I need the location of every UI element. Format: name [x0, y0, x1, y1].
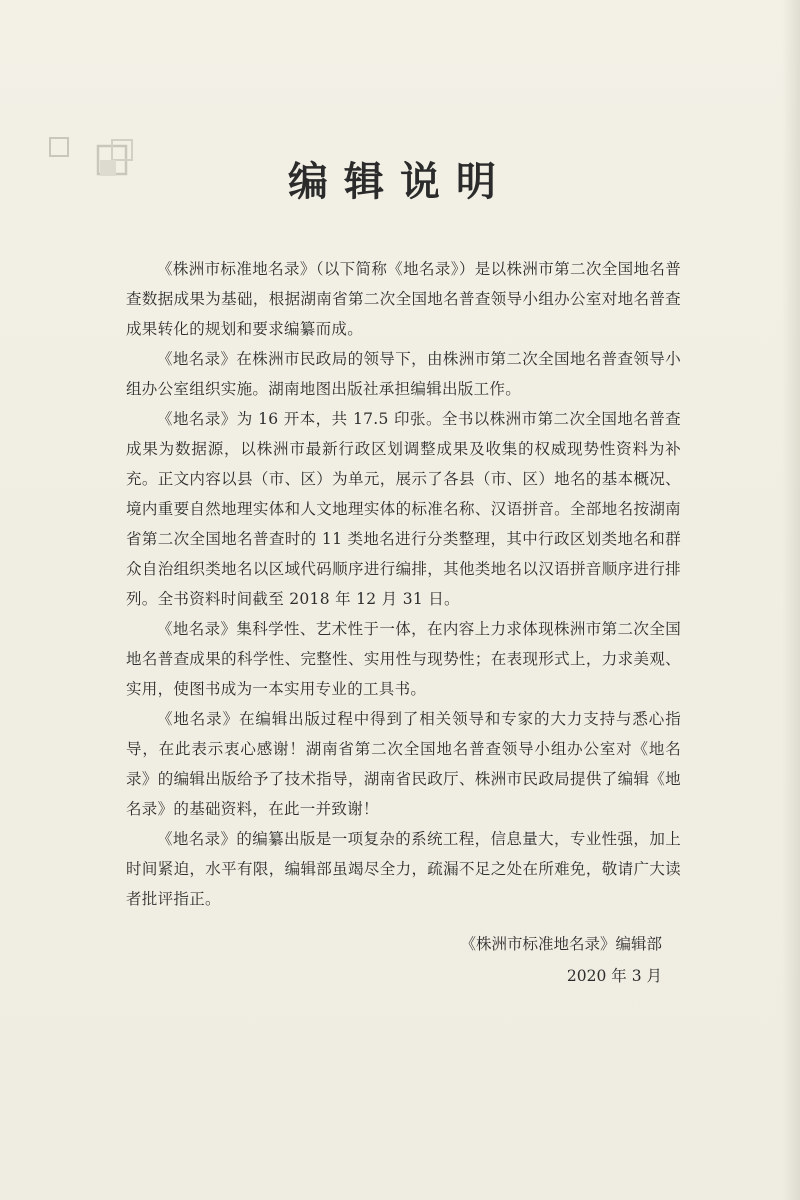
paragraph: 《地名录》在株洲市民政局的领导下，由株洲市第二次全国地名普查领导小组办公室组织实施。湖南地图出版社承担编辑出版工作。 — [126, 350, 681, 398]
signature-org: 《株洲市标准地名录》编辑部 — [460, 935, 662, 953]
signature-block — [460, 928, 662, 992]
paragraph: 《株洲市标准地名录》（以下简称《地名录》）是以株洲市第二次全国地名普查数据成果为基础，根据湖南省第二次全国地名普查领导小组办公室对地名普查成果转化的规划和要求编纂而成。 — [126, 260, 681, 338]
document-body — [126, 254, 681, 914]
paragraph: 《地名录》集科学性、艺术性于一体，在内容上力求体现株洲市第二次全国地名普查成果的科学性、完整性、实用性与现势性；在表现形式上，力求美观、实用，使图书成为一本实用专业的工具书。 — [126, 620, 681, 698]
page-title: 编辑说明 — [288, 158, 512, 205]
paragraph: 《地名录》为 16 开本，共 17.5 印张。全书以株洲市第二次全国地名普查成果为数据源，以株洲市最新行政区划调整成果及收集的权威现势性资料为补充。正文内容以县（市、区）为单元，展示了各县（市、区）地名的基本概况、境内重要自然地理实体和人文地理实体的标准名称、汉语拼音。全部地名按湖南省第二次全国地名普查时的 11 类地名进行分类整理，其中行政区划类地名和群众自治组织类地名以区域代码顺序进行编排，其他类地名以汉语拼音顺序进行排列。全书资料时间截至 2018 年 12 月 31 日。 — [126, 410, 681, 608]
paragraph: 《地名录》的编纂出版是一项复杂的系统工程，信息量大，专业性强，加上时间紧迫，水平有限，编辑部虽竭尽全力，疏漏不足之处在所难免，敬请广大读者批评指正。 — [126, 830, 681, 908]
signature-date: 2020 年 3 月 — [566, 967, 662, 985]
paragraph: 《地名录》在编辑出版过程中得到了相关领导和专家的大力支持与悉心指导，在此表示衷心感谢！湖南省第二次全国地名普查领导小组办公室对《地名录》的编辑出版给予了技术指导，湖南省民政厅、株洲市民政局提供了编辑《地名录》的基础资料，在此一并致谢！ — [126, 710, 681, 818]
